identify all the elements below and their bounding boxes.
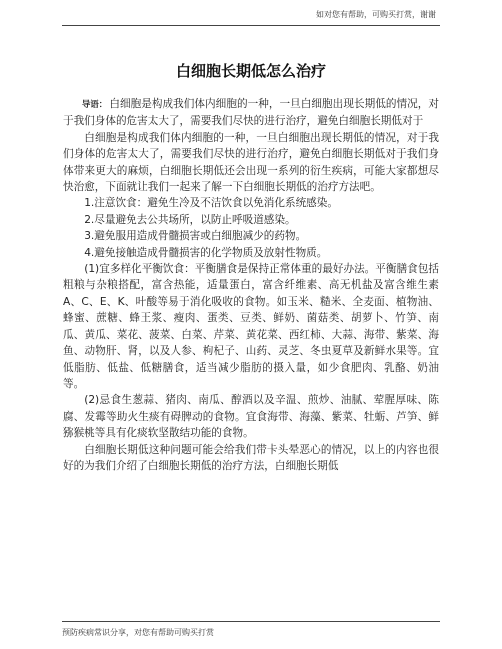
header-divider bbox=[62, 25, 440, 26]
paragraph-tip-3: 3.避免服用造成骨髓损害或白细胞减少的药物。 bbox=[84, 230, 307, 243]
header-note: 如对您有帮助，可购买打赏，谢谢 bbox=[316, 10, 436, 19]
paragraph-tip-2: 2.尽量避免去公共场所，以防止呼吸道感染。 bbox=[84, 213, 296, 226]
page-title: 白细胞长期低怎么治疗 bbox=[175, 62, 326, 80]
document-body bbox=[63, 96, 439, 474]
paragraph-conclusion: 白细胞长期低这种问题可能会给我们带卡头晕恶心的情况，以上的内容也很好的为我们介绍了白细胞长期低的治疗方法，白细胞长期低 bbox=[63, 443, 439, 472]
abstract-paragraph bbox=[63, 96, 439, 130]
paragraph-intro: 白细胞是构成我们体内细胞的一种，一旦白细胞出现长期低的情况，对于我们身体的危害太大了，需要我们尽快的进行治疗，避免白细胞长期低对于我们身体带来更大的麻烦，白细胞长期低还会出现一系列的衍生疾病，可能大家都想尽快治愈，下面就让我们一起来了解一下白细胞长期低的治疗方法吧。 bbox=[63, 131, 439, 194]
footer-note: 预防疾病常识分享，对您有帮助可购买打赏 bbox=[62, 628, 214, 637]
abstract-label: 导语： bbox=[81, 100, 108, 110]
paragraph-diet-2: (2)忌食生葱蒜、猪肉、南瓜、醇酒以及辛温、煎炒、油腻、荤腥厚味、陈腐、发霉等助火生痰有碍脾动的食物。宜食海带、海藻、紫菜、牡蛎、芦笋、鲜猕猴桃等具有化痰软坚散结功能的食物。 bbox=[63, 394, 439, 440]
paragraph-tip-1: 1.注意饮食：避免生冷及不洁饮食以免消化系统感染。 bbox=[84, 197, 338, 210]
abstract-text: 白细胞是构成我们体内细胞的一种，一旦白细胞出现长期低的情况，对于我们身体的危害太大了，需要我们尽快的进行治疗，避免白细胞长期低对于 bbox=[63, 98, 439, 128]
paragraph-diet-1: (1)宜多样化平衡饮食：平衡膳食是保持正常体重的最好办法。平衡膳食包括粗粮与杂粮搭配，富含热能，适量蛋白，富含纤维素、高无机盐及富含维生素 A、C、E、K、叶酸等易于消化吸收的食物。如玉米、糙米、全麦面、植物油、蜂蜜、蔗糖、蜂王浆、瘦肉、蛋类、豆类、鲜奶、菌菇类、胡萝卜、竹笋、南瓜、黄瓜、菜花、菠菜、白菜、芹菜、黄花菜、西红柿、大蒜、海带、紫菜、海鱼、动物肝、肾，以及人参、枸杞子、山药、灵芝、冬虫夏草及新鲜水果等。宜低脂肪、低盐、低糖膳食，适当减少脂肪的摄入量，如少食肥肉、乳酪、奶油等。 bbox=[63, 263, 439, 390]
paragraph-tip-4: 4.避免接触造成骨髓损害的化学物质及放射性物质。 bbox=[84, 246, 328, 259]
footer-divider bbox=[62, 621, 440, 622]
